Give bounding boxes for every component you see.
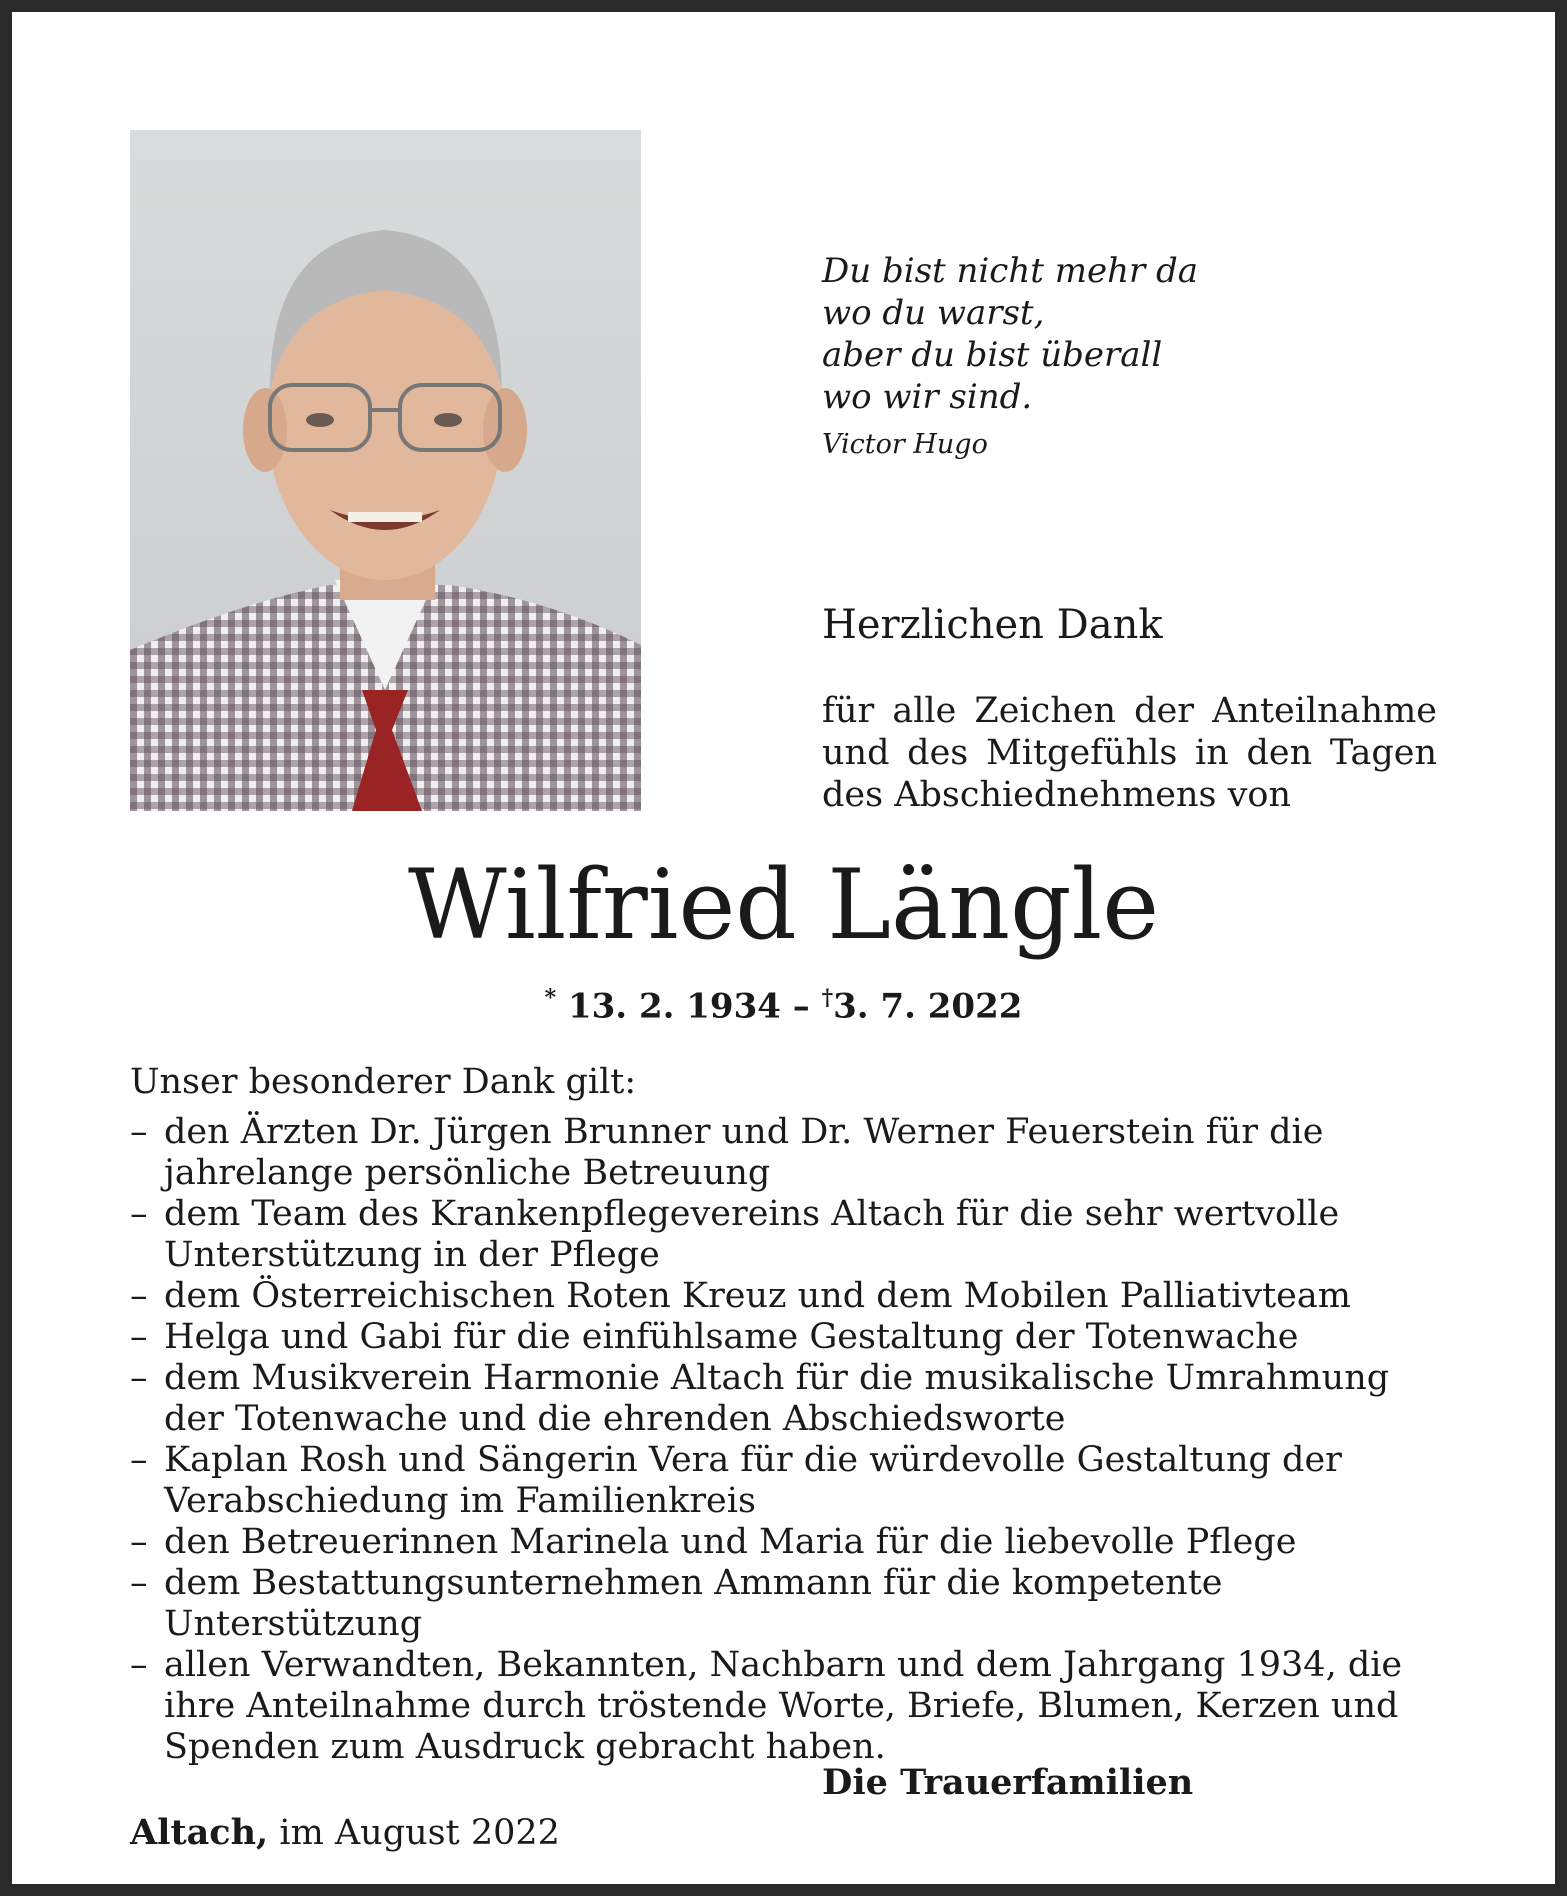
quote-block (822, 250, 1198, 466)
acknowledgements-intro: Unser besonderer Dank gilt: (130, 1062, 637, 1102)
death-date: 3. 7. 2022 (833, 986, 1023, 1027)
list-item: – dem Musikverein Harmonie Altach für die musikalische Umrahmung der Totenwache und die ehrenden Abschiedsworte (130, 1358, 1438, 1440)
quote-line: aber du bist überall (822, 335, 1163, 375)
signature: Die Trauerfamilien (822, 1762, 1194, 1803)
place-town: Altach, (130, 1812, 269, 1853)
thanks-line: des Abschiednehmens von (822, 775, 1292, 815)
place-date (130, 1812, 560, 1853)
list-item: – den Ärzten Dr. Jürgen Brunner und Dr. Werner Feuerstein für die jahrelange persönliche Betreuung (130, 1112, 1438, 1194)
place-date-text: im August 2022 (279, 1813, 560, 1853)
thanks-heading: Herzlichen Dank (822, 602, 1163, 648)
acknowledgements-list (130, 1112, 1438, 1768)
list-item: – dem Bestattungsunternehmen Ammann für die kompetente Unterstützung (130, 1563, 1438, 1645)
birth-date: 13. 2. 1934 (567, 986, 781, 1027)
thanks-line: und des Mitgefühls in den Tagen (822, 733, 1437, 773)
list-item: – dem Team des Krankenpflegevereins Altach für die sehr wertvolle Unterstützung in der Pflege (130, 1194, 1438, 1276)
list-item: – den Betreuerinnen Marinela und Maria für die liebevolle Pflege (130, 1522, 1438, 1563)
quote-author: Victor Hugo (822, 429, 988, 460)
birth-symbol: * (544, 985, 557, 1011)
date-separator: – (792, 986, 810, 1027)
deceased-name: Wilfried Längle (407, 849, 1160, 961)
life-dates (0, 985, 1567, 1026)
list-item: – Helga und Gabi für die einfühlsame Gestaltung der Totenwache (130, 1317, 1438, 1358)
portrait-photo (130, 130, 641, 811)
list-item: – Kaplan Rosh und Sängerin Vera für die würdevolle Gestaltung der Verabschiedung im Familienkreis (130, 1440, 1438, 1522)
thanks-line: für alle Zeichen der Anteilnahme (822, 691, 1437, 731)
quote-line: wo wir sind. (822, 377, 1033, 417)
thanks-text (822, 690, 1437, 816)
list-item: – dem Österreichischen Roten Kreuz und dem Mobilen Palliativteam (130, 1276, 1438, 1317)
list-item: – allen Verwandten, Bekannten, Nachbarn und dem Jahrgang 1934, die ihre Anteilnahme durch tröstende Worte, Briefe, Blumen, Kerzen und Spenden zum Ausdruck gebracht haben. (130, 1645, 1438, 1768)
quote-line: wo du warst, (822, 293, 1045, 333)
death-symbol: † (821, 985, 834, 1011)
quote-line: Du bist nicht mehr da (822, 251, 1199, 291)
